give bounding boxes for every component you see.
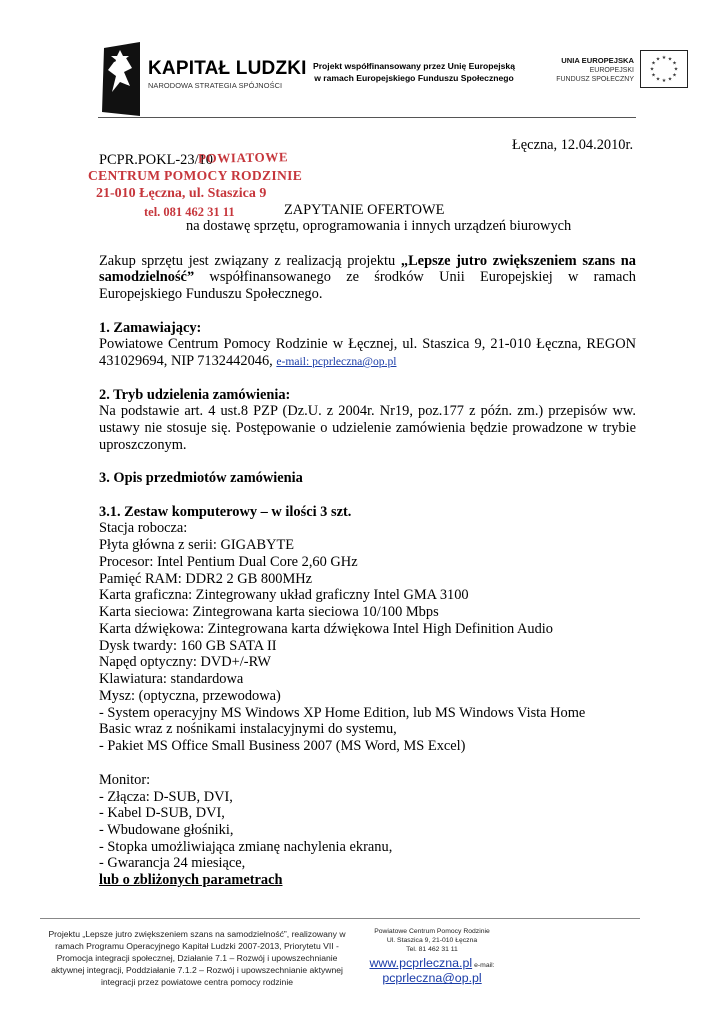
svg-text:★: ★ [672, 72, 677, 79]
footer-left-line-5: integracji przez powiatowe centra pomocy rodzinie [100, 977, 294, 987]
cofinancing-line-2: w ramach Europejskiego Funduszu Społecznego [314, 73, 514, 83]
footer-right-line-1: Powiatowe Centrum Pomocy Rodzinie [374, 928, 490, 935]
stamp-line-1: POWIATOWE [197, 149, 289, 166]
eu-label-line-2: EUROPEJSKI [589, 66, 634, 74]
eu-label-line-1: UNIA EUROPEJSKA [561, 56, 634, 65]
section-2-line-2: ustawy nie stosuje się. Postępowanie o udzielenie zamówienia będzie prowadzone w trybie [99, 420, 636, 436]
monitor-line: - Złącza: D-SUB, DVI, [99, 789, 233, 805]
svg-text:★: ★ [672, 60, 677, 67]
section-1-line-1: Powiatowe Centrum Pomocy Rodzinie w Łęcznej, ul. Staszica 9, 21-010 Łęczna, REGON [99, 336, 636, 352]
section-2-heading: 2. Tryb udzielenia zamówienia: [99, 387, 291, 403]
eu-flag-icon [640, 50, 688, 88]
section-3-heading: 3. Opis przedmiotów zamówienia [99, 470, 303, 486]
document-title: ZAPYTANIE OFERTOWE [284, 202, 445, 218]
intro-line-3: Europejskiego Funduszu Społecznego. [99, 286, 323, 302]
stamp-line-3: 21-010 Łęczna, ul. Staszica 9 [96, 186, 267, 201]
spec-line: Karta dźwiękowa: Zintegrowana karta dźwiękowa Intel High Definition Audio [99, 621, 553, 637]
monitor-heading: Monitor: [99, 772, 151, 788]
monitor-line: - Kabel D-SUB, DVI, [99, 805, 225, 821]
logo-subtitle: NARODOWA STRATEGIA SPÓJNOŚCI [148, 81, 283, 90]
spec-line: Karta graficzna: Zintegrowany układ graficzny Intel GMA 3100 [99, 587, 469, 603]
intro-text-2b: współfinansowanego ze środków Unii Europejskiej w ramach [194, 269, 636, 285]
footer-right-line-3: Tel. 81 462 31 11 [406, 945, 458, 953]
spec-line: Pamięć RAM: DDR2 2 GB 800MHz [99, 571, 313, 587]
footer-divider [40, 918, 640, 919]
kapital-ludzki-emblem-icon [100, 42, 140, 116]
spec-line: Karta sieciowa: Zintegrowana karta sieciowa 10/100 Mbps [99, 604, 439, 620]
spec-line: Dysk twardy: 160 GB SATA II [99, 638, 277, 654]
spec-line: - Pakiet MS Office Small Business 2007 (MS Word, MS Excel) [99, 738, 466, 754]
footer-email-link[interactable]: pcprleczna@op.pl [382, 971, 482, 986]
spec-line: Basic wraz z nośnikami instalacyjnymi do systemu, [99, 721, 397, 737]
footer-left-line-2: ramach Programu Operacyjnego Kapitał Ludzki 2007-2013, Priorytetu VII - [55, 941, 339, 951]
footer-web-row [358, 954, 506, 971]
spec-line: - System operacyjny MS Windows XP Home Edition, lub MS Windows Vista Home [99, 705, 586, 721]
svg-text:★: ★ [673, 66, 679, 73]
spec-line: Stacja robocza: [99, 520, 188, 536]
eu-fund-label [550, 56, 634, 85]
section-2-line-3: uproszczonym. [99, 437, 187, 453]
footer-right-line-2: Ul. Staszica 9, 21-010 Łęczna [386, 936, 478, 944]
svg-text:★: ★ [667, 76, 673, 83]
svg-text:★: ★ [661, 55, 667, 61]
cofinancing-line-1: Projekt współfinansowany przez Unię Europejską [312, 61, 515, 71]
footer-contact [358, 928, 506, 986]
closing-note: lub o zbliżonych parametrach [99, 872, 283, 888]
spec-line: Procesor: Intel Pentium Dual Core 2,60 GHz [99, 554, 358, 570]
website-link[interactable]: www.pcprleczna.pl [369, 956, 473, 971]
eu-label-line-3: FUNDUSZ SPOŁECZNY [556, 76, 634, 83]
section-1-line-2 [99, 353, 636, 370]
intro-line-2 [99, 269, 636, 286]
monitor-line: - Wbudowane głośniki, [99, 822, 234, 838]
contact-email-link[interactable]: e-mail: pcprleczna@op.pl [276, 355, 397, 368]
spec-line: Mysz: (optyczna, przewodowa) [99, 688, 281, 704]
svg-text:★: ★ [649, 66, 655, 73]
section-2-line-1: Na podstawie art. 4 ust.8 PZP (Dz.U. z 2004r. Nr19, poz.177 z późn. zm.) przepisów ww. [99, 403, 636, 419]
intro-line-1 [99, 253, 636, 270]
footer-left-line-3: Promocja integracji społecznej, Działanie 7.1 – Rozwój i upowszechnianie [56, 953, 338, 963]
page-header [0, 0, 725, 120]
svg-text:★: ★ [651, 72, 656, 79]
svg-text:★: ★ [667, 56, 673, 63]
section-3-1-heading: 3.1. Zestaw komputerowy – w ilości 3 szt. [99, 504, 352, 520]
spec-line: Klawiatura: standardowa [99, 671, 244, 687]
intro-text-1a: Zakup sprzętu jest związany z realizacją projektu [99, 253, 401, 269]
section-1-line-2-text: 431029694, NIP 7132442046, [99, 353, 277, 369]
stamp-line-2: CENTRUM POMOCY RODZINIE [88, 168, 303, 183]
logo-title: KAPITAŁ LUDZKI [148, 58, 307, 79]
svg-text:★: ★ [661, 78, 667, 84]
institution-stamp [86, 148, 303, 224]
footer-project-info [38, 928, 356, 988]
email-label: e-mail: [474, 962, 495, 970]
spec-line: Płyta główna z serii: GIGABYTE [99, 537, 295, 553]
footer-left-line-1: Projektu „Lepsze jutro zwiększeniem szans na samodzielność”, realizowany w [48, 929, 346, 939]
header-divider [98, 117, 636, 118]
stamp-line-4: tel. 081 462 31 11 [144, 205, 235, 219]
project-name-part-1: „Lepsze jutro zwiększeniem szans na [400, 253, 637, 269]
svg-text:★: ★ [651, 60, 656, 67]
section-1-heading: 1. Zamawiający: [99, 320, 202, 336]
cofinancing-note [300, 60, 528, 84]
monitor-line: - Stopka umożliwiająca zmianę nachylenia ekranu, [99, 839, 393, 855]
project-name-part-2: samodzielność” [99, 269, 195, 285]
monitor-line: - Gwarancja 24 miesiące, [99, 855, 246, 871]
document-date: Łęczna, 12.04.2010r. [512, 137, 634, 153]
footer-left-line-4: aktywnej integracji, Poddziałanie 7.1.2 – Rozwój i upowszechnianie aktywnej [51, 965, 343, 975]
document-subtitle: na dostawę sprzętu, oprogramowania i innych urządzeń biurowych [186, 218, 572, 234]
spec-line: Napęd optyczny: DVD+/-RW [99, 654, 271, 670]
svg-text:★: ★ [655, 76, 661, 83]
svg-text:★: ★ [655, 56, 661, 63]
document-reference: PCPR.POKL-23/10 [99, 152, 213, 168]
